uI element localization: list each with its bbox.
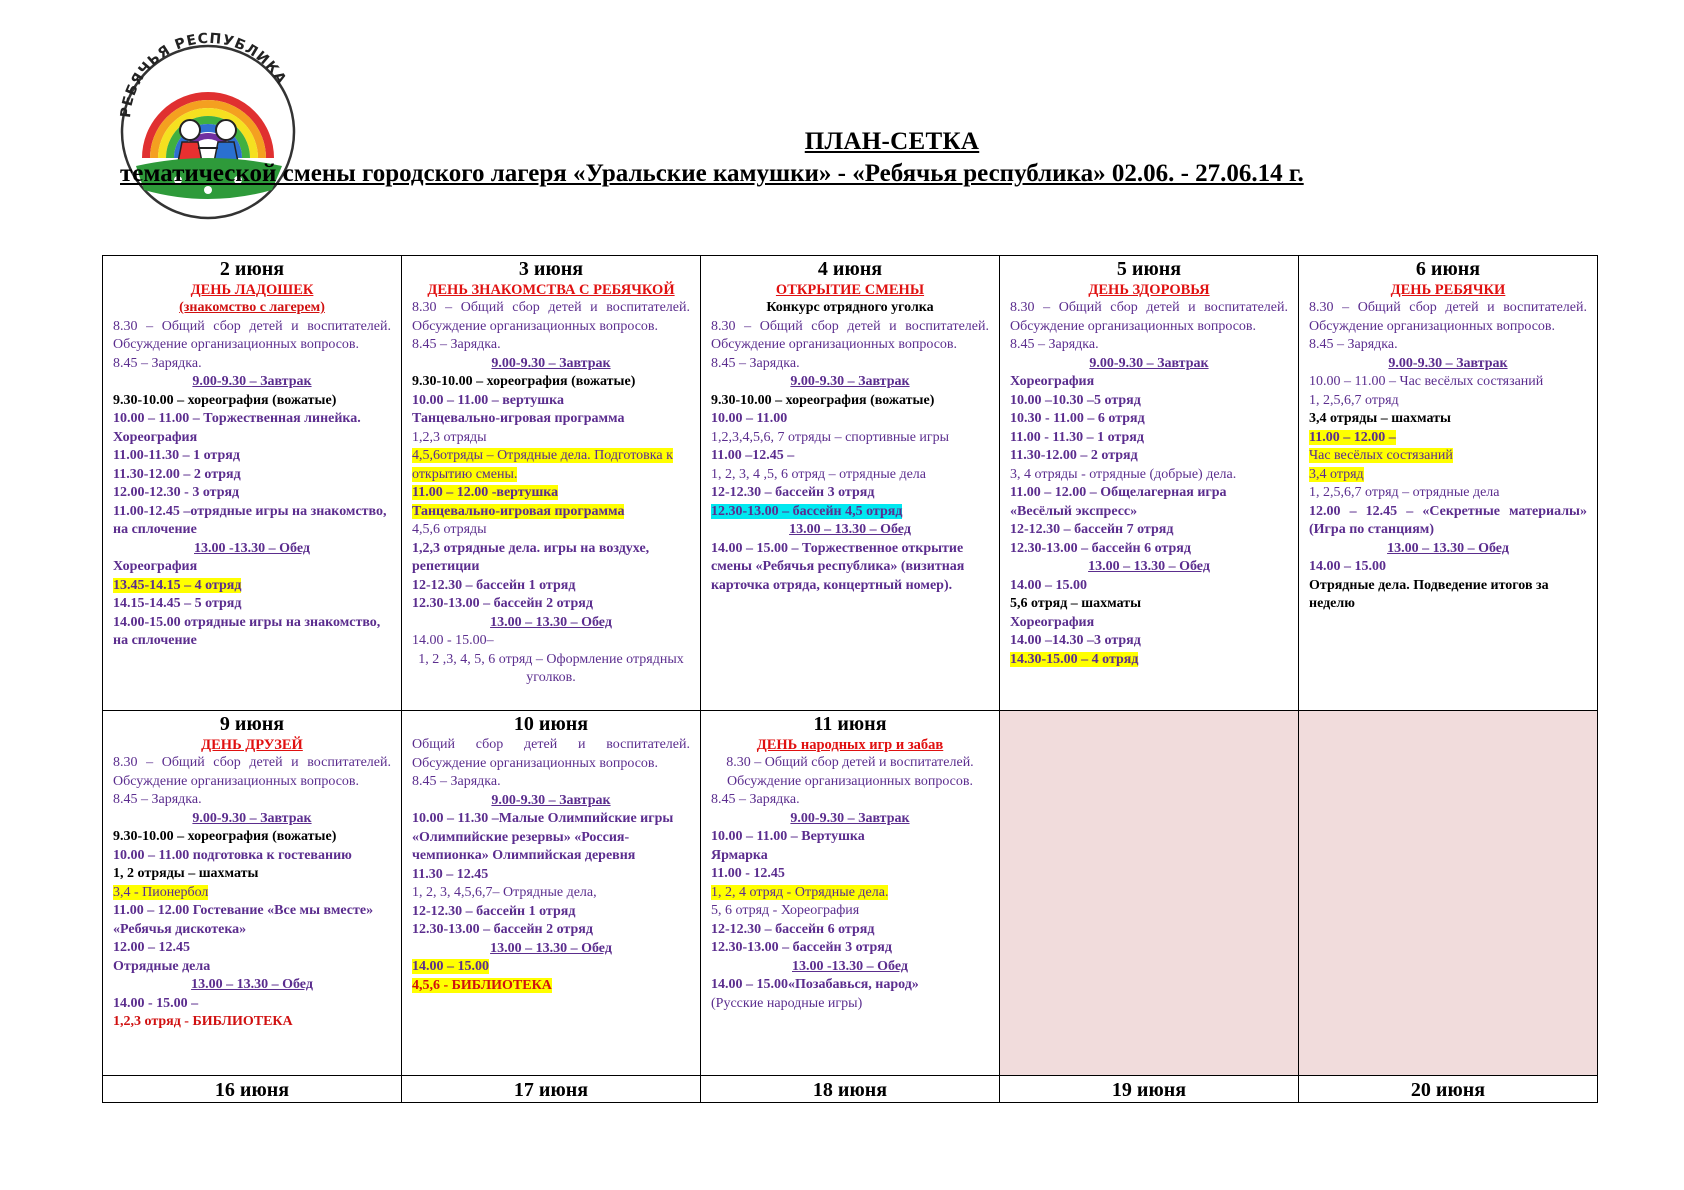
day-date: 9 июня	[219, 713, 285, 735]
day-date: 4 июня	[817, 258, 883, 280]
schedule-entry: 11.00 – 12.00 –	[1309, 429, 1396, 445]
schedule-entry: 9.30-10.00 – хореография (вожатые)	[412, 374, 636, 389]
logo-arc-text: РЕБЯЧЬЯ РЕСПУБЛИКА	[117, 30, 290, 119]
schedule-line	[412, 810, 690, 866]
schedule-line	[113, 392, 391, 411]
schedule-line	[113, 503, 391, 540]
schedule-entry: 1,2,3,4,5,6, 7 отряды – спортивные игры	[711, 429, 950, 445]
schedule-entry: 8.45 – Зарядка.	[1010, 337, 1099, 352]
schedule-entry: Общий сбор детей и воспитателей. Обсуждение организационных вопросов.	[412, 737, 690, 771]
schedule-line	[412, 336, 690, 355]
schedule-entry: 10.00 – 11.00	[711, 411, 788, 426]
schedule-entry: 14.00 –14.30 –3 отряд	[1010, 633, 1141, 648]
schedule-entry: 12-12.30 – бассейн 1 отряд	[412, 903, 576, 919]
schedule-entry: 9.00-9.30 – Завтрак	[790, 374, 910, 389]
schedule-entry: 3,4 - Пионербол	[113, 884, 209, 900]
empty-cell	[1000, 711, 1299, 1076]
schedule-line	[1010, 521, 1288, 540]
schedule-line	[711, 521, 989, 540]
schedule-entry: 3,4 отряд	[1309, 466, 1364, 482]
schedule-entry: 9.00-9.30 – Завтрак	[192, 810, 312, 826]
day-cell	[1299, 256, 1598, 711]
schedule-entry: 11.00 – 12.00 -вертушка	[412, 485, 559, 500]
schedule-line	[113, 299, 391, 318]
schedule-line	[412, 866, 690, 885]
schedule-entry: 8.30 – Общий сбор детей и воспитателей. Обсуждение организационных вопросов.	[711, 318, 989, 352]
schedule-line	[412, 577, 690, 596]
schedule-entry: 9.00-9.30 – Завтрак	[491, 355, 611, 371]
schedule-line	[711, 902, 989, 921]
schedule-entry: 10.00 – 11.00 подготовка к гостеванию	[113, 847, 352, 863]
schedule-line	[412, 903, 690, 922]
schedule-entry: 1, 2, 3, 4 ,5, 6 отряд – отрядные дела	[711, 466, 926, 482]
schedule-entry: 12-12.30 – бассейн 6 отряд	[711, 921, 875, 937]
schedule-line	[113, 791, 391, 810]
day-theme: ДЕНЬ ДРУЗЕЙ	[201, 737, 303, 753]
day-cell	[103, 711, 402, 1076]
schedule-line	[113, 595, 391, 614]
schedule-line	[1309, 503, 1587, 540]
schedule-line	[1010, 577, 1288, 596]
schedule-line	[412, 540, 690, 577]
schedule-entry: 8.30 – Общий сбор детей и воспитателей. Обсуждение организационных вопросов.	[1010, 300, 1288, 334]
schedule-entry: 9.00-9.30 – Завтрак	[790, 810, 910, 826]
schedule-line	[113, 355, 391, 374]
schedule-entry: 1, 2,5,6,7 отряд	[1309, 392, 1399, 408]
schedule-entry: 10.00 – 11.00 – вертушка	[412, 392, 564, 408]
schedule-entry: 12-12.30 – бассейн 7 отряд	[1010, 522, 1174, 537]
schedule-line	[1309, 410, 1587, 429]
schedule-line	[1010, 429, 1288, 448]
schedule-entry: 9.30-10.00 – хореография (вожатые)	[113, 829, 337, 844]
day-date: 6 июня	[1415, 258, 1481, 280]
schedule-entry: 11.00-12.45 –отрядные игры на знакомство, на сплочение	[113, 503, 387, 537]
day-date: 2 июня	[219, 258, 285, 280]
schedule-line	[1309, 336, 1587, 355]
schedule-entry: 11.30-12.00 – 2 отряд	[1010, 448, 1138, 463]
schedule-line	[711, 810, 989, 829]
schedule-line	[1309, 466, 1587, 485]
schedule-entry: 8.45 – Зарядка.	[412, 337, 501, 352]
schedule-line	[412, 410, 690, 429]
schedule-line	[711, 429, 989, 448]
schedule-entry: Час весёлых состязаний	[1309, 448, 1453, 463]
day-date: 16 июня	[214, 1079, 290, 1101]
schedule-line	[1010, 299, 1288, 336]
schedule-entry: 1, 2,5,6,7 отряд – отрядные дела	[1309, 485, 1500, 500]
schedule-line	[412, 355, 690, 374]
page-title: ПЛАН-СЕТКА	[804, 128, 980, 155]
schedule-entry: 13.00 -13.30 – Обед	[792, 958, 908, 974]
schedule-entry: 11.30 – 12.45	[412, 866, 489, 882]
schedule-line	[711, 503, 989, 522]
schedule-entry: 1,2,3 отряд - БИБЛИОТЕКА	[113, 1014, 293, 1029]
schedule-entry: 1, 2, 3, 4,5,6,7– Отрядные дела,	[412, 885, 597, 900]
schedule-entry: 10.00 – 11.00 – Вертушка	[711, 829, 865, 844]
schedule-entry: 14.30-15.00 – 4 отряд	[1010, 651, 1139, 667]
schedule-line	[1309, 299, 1587, 336]
schedule-line	[412, 595, 690, 614]
schedule-entry: 13.00 – 13.30 – Обед	[1387, 540, 1509, 556]
schedule-line	[412, 484, 690, 503]
day-cell	[402, 711, 701, 1076]
day-cell	[103, 1076, 402, 1103]
schedule-line	[711, 995, 989, 1014]
schedule-entry: Отрядные дела	[113, 958, 211, 974]
page-subtitle: тематической смены городского лагеря «Уральские камушки» - «Ребячья республика» 02.06. - 27.06.14 г.	[120, 160, 1304, 187]
schedule-line	[1309, 540, 1587, 559]
day-cell	[103, 256, 402, 711]
schedule-line	[113, 540, 391, 559]
schedule-line	[711, 373, 989, 392]
schedule-entry: 13.00 – 13.30 – Обед	[789, 522, 911, 537]
day-theme: ДЕНЬ РЕБЯЧКИ	[1390, 282, 1506, 298]
schedule-line	[412, 921, 690, 940]
schedule-entry: 12.30-13.00 – бассейн 4,5 отряд	[711, 503, 903, 519]
schedule-entry: 13.45-14.15 – 4 отряд	[113, 577, 242, 593]
schedule-line	[412, 940, 690, 959]
schedule-line	[1010, 392, 1288, 411]
schedule-line	[711, 754, 989, 791]
schedule-entry: 13.00 -13.30 – Обед	[194, 540, 310, 556]
schedule-entry: 11.00 – 12.00 – Общелагерная игра «Весёлый экспресс»	[1010, 485, 1227, 519]
schedule-entry: (Русские народные игры)	[711, 995, 863, 1011]
schedule-entry: 14.15-14.45 – 5 отряд	[113, 596, 242, 611]
schedule-line	[113, 958, 391, 977]
day-date: 5 июня	[1116, 258, 1182, 280]
schedule-entry: 14.00 – 15.00	[412, 959, 489, 974]
schedule-line	[711, 299, 989, 318]
day-cell	[1299, 1076, 1598, 1103]
schedule-line	[711, 921, 989, 940]
schedule-entry: 1,2,3 отрядные дела. игры на воздухе, репетиции	[412, 540, 650, 574]
schedule-entry: 14.00 - 15.00 –	[113, 995, 199, 1011]
schedule-line	[1010, 373, 1288, 392]
schedule-line	[711, 540, 989, 596]
schedule-entry: 8.30 – Общий сбор детей и воспитателей. Обсуждение организационных вопросов.	[726, 755, 974, 789]
schedule-entry: 1, 2 ,3, 4, 5, 6 отряд – Оформление отрядных уголков.	[418, 651, 684, 685]
schedule-line	[113, 754, 391, 791]
schedule-entry: 9.00-9.30 – Завтрак	[1388, 355, 1508, 371]
day-cell	[402, 1076, 701, 1103]
schedule-line	[1309, 484, 1587, 503]
schedule-entry: 9.30-10.00 – хореография (вожатые)	[711, 392, 935, 408]
schedule-entry: 1,2,3 отряды	[412, 429, 487, 445]
schedule-entry: 11.00 - 11.30 – 1 отряд	[1010, 429, 1144, 445]
schedule-line	[412, 884, 690, 903]
schedule-line	[113, 939, 391, 958]
day-date: 20 июня	[1410, 1079, 1486, 1101]
schedule-entry: Хореография	[1010, 614, 1095, 630]
schedule-entry: Танцевально-игровая программа	[412, 411, 625, 426]
schedule-line	[113, 1013, 391, 1032]
schedule-line	[113, 865, 391, 884]
schedule-line	[113, 847, 391, 866]
schedule-entry: Хореография	[113, 559, 198, 574]
schedule-line	[412, 632, 690, 651]
schedule-line	[113, 921, 391, 940]
schedule-line	[412, 792, 690, 811]
schedule-line	[711, 466, 989, 485]
schedule-line	[412, 773, 690, 792]
schedule-line	[1010, 540, 1288, 559]
schedule-entry: 8.30 – Общий сбор детей и воспитателей. Обсуждение организационных вопросов.	[1309, 300, 1587, 334]
schedule-entry: Танцевально-игровая программа	[412, 503, 625, 519]
schedule-line	[1309, 558, 1587, 577]
day-cell	[701, 1076, 1000, 1103]
schedule-line	[1010, 447, 1288, 466]
schedule-line	[412, 373, 690, 392]
schedule-line	[711, 976, 989, 995]
week3-dates-row	[103, 1076, 1598, 1103]
schedule-line	[113, 976, 391, 995]
day-theme: ДЕНЬ ЛАДОШЕК	[190, 282, 314, 298]
day-date: 17 июня	[513, 1079, 589, 1101]
schedule-entry: 12-12.30 – бассейн 3 отряд	[711, 485, 875, 500]
schedule-line	[711, 410, 989, 429]
schedule-line	[711, 958, 989, 977]
schedule-table	[102, 255, 1598, 1103]
schedule-entry: 12.30-13.00 – бассейн 3 отряд	[711, 940, 892, 955]
schedule-line	[412, 392, 690, 411]
schedule-entry: Хореография	[113, 429, 198, 445]
schedule-line	[711, 847, 989, 866]
schedule-entry: 4,5,6 - БИБЛИОТЕКА	[412, 977, 552, 993]
schedule-line	[1010, 336, 1288, 355]
schedule-entry: Хореография	[1010, 374, 1095, 389]
day-cell	[701, 256, 1000, 711]
schedule-line	[1309, 447, 1587, 466]
schedule-line	[1010, 558, 1288, 577]
schedule-line	[1309, 392, 1587, 411]
schedule-entry: 10.30 - 11.00 – 6 отряд	[1010, 411, 1145, 426]
schedule-entry: 10.00 –10.30 –5 отряд	[1010, 392, 1141, 408]
schedule-entry: 1, 2, 4 отряд - Отрядные дела.	[711, 884, 889, 900]
day-date: 10 июня	[513, 713, 589, 735]
schedule-entry: «Ребячья дискотека»	[113, 921, 247, 937]
schedule-line	[113, 810, 391, 829]
day-date: 3 июня	[518, 258, 584, 280]
schedule-entry: Конкурс отрядного уголка	[766, 300, 934, 315]
schedule-entry: 5,6 отряд – шахматы	[1010, 596, 1142, 611]
schedule-entry: Отрядные дела. Подведение итогов за неделю	[1309, 577, 1549, 611]
schedule-line	[1010, 484, 1288, 521]
schedule-entry: 12.00-12.30 - 3 отряд	[113, 485, 240, 500]
schedule-entry: 12.30-13.00 – бассейн 2 отряд	[412, 922, 593, 937]
schedule-entry: 13.00 – 13.30 – Обед	[1088, 559, 1210, 574]
schedule-entry: 14.00 – 15.00«Позабавься, народ»	[711, 977, 919, 992]
schedule-line	[412, 736, 690, 773]
day-theme: ДЕНЬ ЗНАКОМСТВА С РЕБЯЧКОЙ	[427, 282, 675, 298]
schedule-line	[711, 791, 989, 810]
schedule-entry: 11.00-11.30 – 1 отряд	[113, 448, 240, 463]
schedule-line	[113, 577, 391, 596]
schedule-entry: 3,4 отряды – шахматы	[1309, 411, 1451, 426]
schedule-line	[1309, 373, 1587, 392]
schedule-line	[113, 484, 391, 503]
schedule-line	[412, 614, 690, 633]
day-cell	[1000, 256, 1299, 711]
schedule-entry: 9.30-10.00 – хореография (вожатые)	[113, 392, 337, 408]
schedule-line	[711, 447, 989, 466]
schedule-line	[412, 503, 690, 522]
week2-row	[103, 711, 1598, 1076]
schedule-line	[711, 884, 989, 903]
schedule-entry: 14.00 – 15.00 – Торжественное открытие смены «Ребячья республика» (визитная карточка отряда, концертный номер).	[711, 540, 965, 593]
week1-row	[103, 256, 1598, 711]
schedule-line	[1309, 577, 1587, 614]
republic-logo	[112, 30, 312, 220]
schedule-line	[113, 429, 391, 448]
schedule-line	[113, 466, 391, 485]
day-cell	[701, 711, 1000, 1076]
schedule-entry: 9.00-9.30 – Завтрак	[1089, 355, 1209, 371]
schedule-entry: 3, 4 отряды - отрядные (добрые) дела.	[1010, 466, 1237, 482]
schedule-entry: (знакомство с лагерем)	[179, 300, 325, 315]
day-theme: ОТКРЫТИЕ СМЕНЫ	[775, 282, 925, 298]
schedule-entry: 1, 2 отряды – шахматы	[113, 866, 259, 881]
schedule-line	[113, 884, 391, 903]
day-theme: ДЕНЬ народных игр и забав	[756, 737, 944, 753]
schedule-entry: 11.00 – 12.00 Гостевание «Все мы вместе»	[113, 903, 374, 918]
schedule-line	[1010, 355, 1288, 374]
schedule-entry: 5, 6 отряд - Хореография	[711, 903, 860, 918]
schedule-entry: 8.45 – Зарядка.	[113, 355, 202, 371]
schedule-entry: 8.30 – Общий сбор детей и воспитателей. Обсуждение организационных вопросов.	[412, 300, 690, 334]
schedule-line	[1010, 632, 1288, 651]
schedule-entry: 13.00 – 13.30 – Обед	[490, 940, 612, 956]
schedule-entry: 8.30 – Общий сбор детей и воспитателей. Обсуждение организационных вопросов.	[113, 755, 391, 789]
day-date: 11 июня	[813, 713, 887, 735]
schedule-line	[1309, 429, 1587, 448]
schedule-line	[113, 373, 391, 392]
schedule-line	[113, 995, 391, 1014]
schedule-line	[1309, 355, 1587, 374]
schedule-line	[711, 355, 989, 374]
schedule-entry: 12.30-13.00 – бассейн 2 отряд	[412, 596, 593, 611]
schedule-line	[113, 447, 391, 466]
schedule-entry: 12.00 – 12.45	[113, 940, 190, 955]
schedule-line	[412, 521, 690, 540]
schedule-line	[412, 447, 690, 484]
schedule-line	[1010, 614, 1288, 633]
schedule-line	[412, 958, 690, 977]
day-date: 18 июня	[812, 1079, 888, 1101]
schedule-entry: 9.00-9.30 – Завтрак	[491, 792, 611, 808]
schedule-line	[711, 318, 989, 355]
schedule-entry: 11.30-12.00 – 2 отряд	[113, 466, 241, 482]
schedule-entry: 4,5,6 отряды	[412, 522, 487, 537]
schedule-line	[113, 614, 391, 651]
schedule-line	[113, 558, 391, 577]
schedule-line	[412, 651, 690, 688]
schedule-line	[1010, 410, 1288, 429]
schedule-entry: Ярмарка	[711, 847, 768, 863]
schedule-entry: 10.00 – 11.30 –Малые Олимпийские игры «Олимпийские резервы» «Россия-чемпионка» Олимпийская деревня	[412, 811, 674, 863]
schedule-entry: 14.00 - 15.00–	[412, 633, 494, 648]
schedule-entry: 14.00 – 15.00	[1309, 559, 1386, 574]
schedule-line	[412, 429, 690, 448]
schedule-entry: 8.45 – Зарядка.	[412, 774, 501, 789]
schedule-entry: 4,5,6отряды – Отрядные дела. Подготовка к открытию смены.	[412, 448, 673, 482]
schedule-entry: 12-12.30 – бассейн 1 отряд	[412, 577, 576, 593]
schedule-line	[1010, 595, 1288, 614]
schedule-entry: 14.00 – 15.00	[1010, 577, 1087, 593]
schedule-entry: 10.00 – 11.00 – Час весёлых состязаний	[1309, 374, 1544, 389]
day-cell	[402, 256, 701, 711]
page-header	[112, 128, 1532, 188]
schedule-line	[711, 392, 989, 411]
schedule-entry: 8.45 – Зарядка.	[711, 792, 800, 807]
schedule-entry: 13.00 – 13.30 – Обед	[191, 977, 313, 992]
schedule-entry: 11.00 –12.45 –	[711, 448, 795, 463]
schedule-entry: 8.45 – Зарядка.	[1309, 337, 1398, 352]
empty-cell	[1299, 711, 1598, 1076]
schedule-line	[412, 977, 690, 996]
schedule-entry: 8.45 – Зарядка.	[711, 355, 800, 371]
schedule-entry: 8.30 – Общий сбор детей и воспитателей. Обсуждение организационных вопросов.	[113, 318, 391, 352]
schedule-entry: 8.45 – Зарядка.	[113, 792, 202, 807]
day-theme: ДЕНЬ ЗДОРОВЬЯ	[1088, 282, 1210, 298]
schedule-line	[113, 410, 391, 429]
schedule-line	[113, 318, 391, 355]
schedule-line	[711, 865, 989, 884]
schedule-line	[1010, 466, 1288, 485]
schedule-entry: 12.30-13.00 – бассейн 6 отряд	[1010, 540, 1191, 556]
schedule-line	[1010, 651, 1288, 670]
schedule-line	[113, 828, 391, 847]
schedule-line	[412, 299, 690, 336]
day-cell	[1000, 1076, 1299, 1103]
schedule-line	[113, 902, 391, 921]
schedule-entry: 11.00 - 12.45	[711, 866, 785, 881]
day-date: 19 июня	[1111, 1079, 1187, 1101]
schedule-entry: 12.00 – 12.45 – «Секретные материалы» (Игра по станциям)	[1309, 503, 1587, 537]
schedule-entry: 13.00 – 13.30 – Обед	[490, 614, 612, 630]
schedule-line	[711, 484, 989, 503]
schedule-entry: 9.00-9.30 – Завтрак	[192, 374, 312, 389]
schedule-entry: 10.00 – 11.00 – Торжественная линейка.	[113, 411, 361, 426]
schedule-line	[711, 828, 989, 847]
schedule-entry: 14.00-15.00 отрядные игры на знакомство, на сплочение	[113, 614, 381, 648]
schedule-line	[711, 939, 989, 958]
